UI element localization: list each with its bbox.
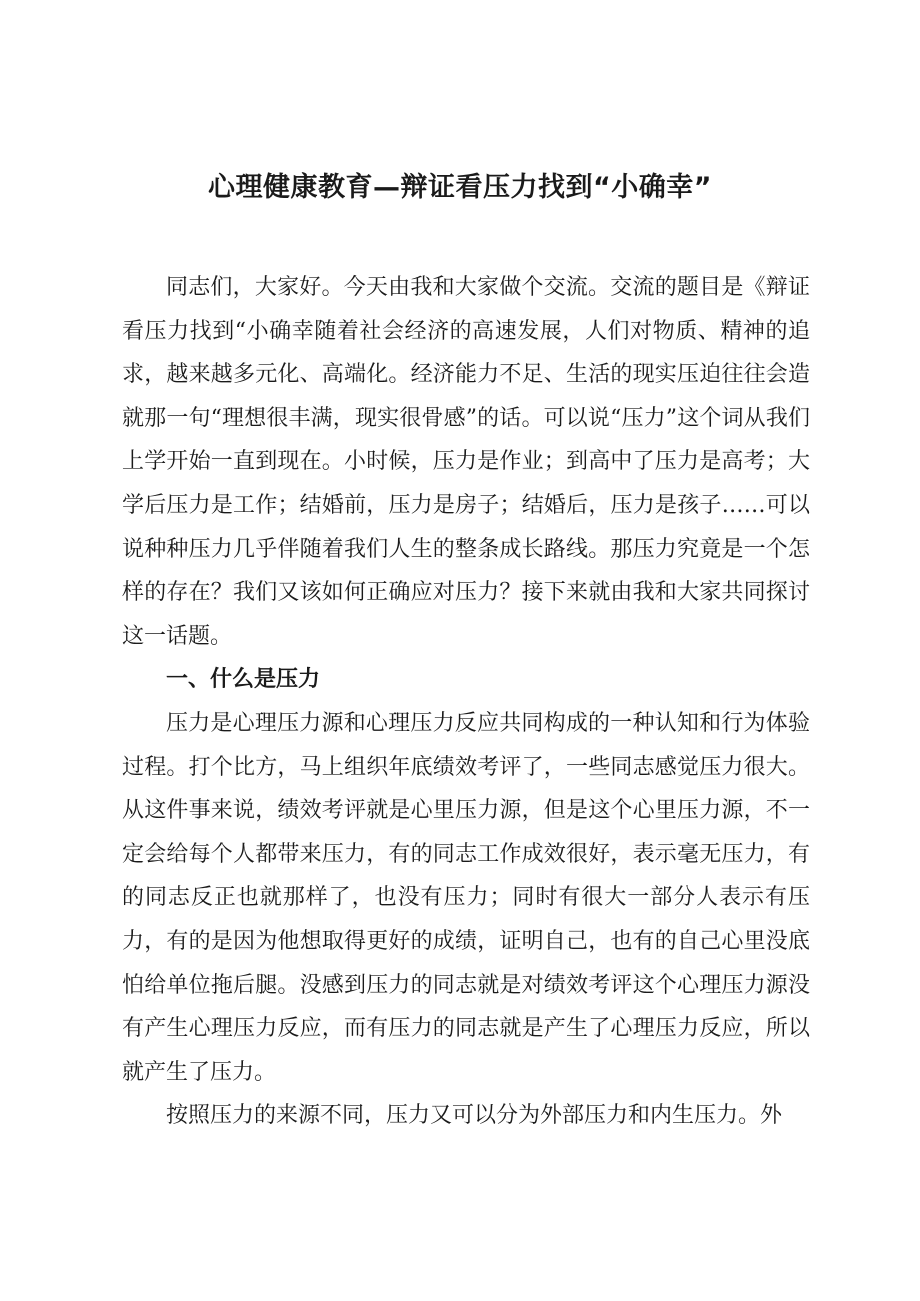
document-title: 心理健康教育—辩证看压力找到“小确幸” [208,172,712,203]
document-body [122,266,810,1138]
section1-paragraph-definition: 压力是心理压力源和心理压力反应共同构成的一种认知和行为体验过程。打个比方，马上组织年底绩效考评了，一些同志感觉压力很大。从这件事来说，绩效考评就是心里压力源，但是这个心里压力源，不一定会给每个人都带来压力，有的同志工作成效很好，表示毫无压力，有的同志反正也就那样了，也没有压力；同时有很大一部分人表示有压力，有的是因为他想取得更好的成绩，证明自己，也有的自己心里没底怕给单位拖后腿。没感到压力的同志就是对绩效考评这个心理压力源没有产生心理压力反应，而有压力的同志就是产生了心理压力反应，所以就产生了压力。 [122,710,810,1085]
intro-paragraph: 同志们，大家好。今天由我和大家做个交流。交流的题目是《辩证看压力找到“小确幸随着社会经济的高速发展，人们对物质、精神的追求，越来越多元化、高端化。经济能力不足、生活的现实压迫往往会造就那一句“理想很丰满，现实很骨感”的话。可以说“压力”这个词从我们上学开始一直到现在。小时候，压力是作业；到高中了压力是高考；大学后压力是工作；结婚前，压力是房子；结婚后，压力是孩子……可以说种种压力几乎伴随着我们人生的整条成长路线。那压力究竟是一个怎样的存在？我们又该如何正确应对压力？接下来就由我和大家共同探讨这一话题。 [122,275,810,649]
section1-paragraph-sources: 按照压力的来源不同，压力又可以分为外部压力和内生压力。外 [166,1103,783,1129]
section-heading-what-is-pressure: 一、什么是压力 [166,667,321,693]
